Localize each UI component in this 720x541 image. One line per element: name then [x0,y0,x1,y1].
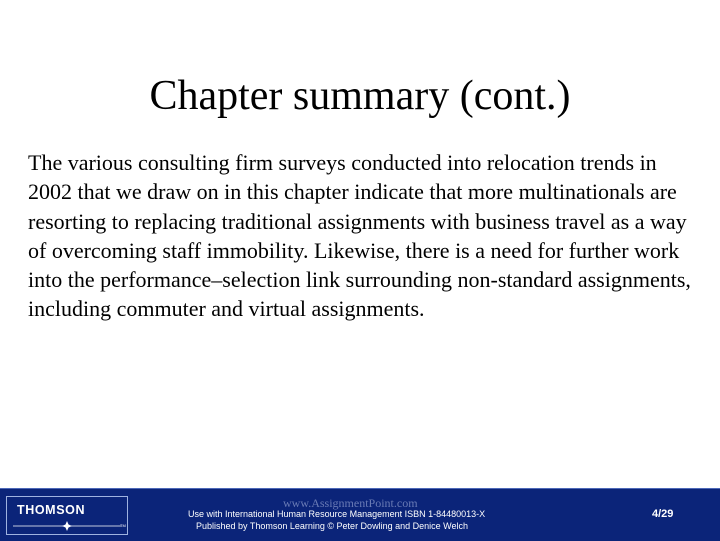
logo-wordmark: THOMSON [17,503,86,517]
logo-star-icon [11,521,123,531]
footer-bar [0,488,720,541]
thomson-logo [6,496,128,535]
slide-title: Chapter summary (cont.) [149,73,571,119]
logo-trademark: TM [120,523,126,528]
footer-citation-line: Use with International Human Resource Management ISBN 1-84480013-X [188,509,486,519]
page-number: 4/29 [652,508,674,520]
footer-publisher-line: Published by Thomson Learning © Peter Dowling and Denice Welch [196,521,468,531]
slide-body-text: The various consulting firm surveys conducted into relocation trends in 2002 that we draw on in this chapter indicate that more multinationals are resorting to replacing traditional assignments with business travel as a way of overcoming staff immobility. Likewise, there is a need for further work into the performance–selection link surrounding non-standard assignments, including commuter and virtual assignments. [28,150,691,322]
footer-watermark: www.AssignmentPoint.com [283,496,418,510]
